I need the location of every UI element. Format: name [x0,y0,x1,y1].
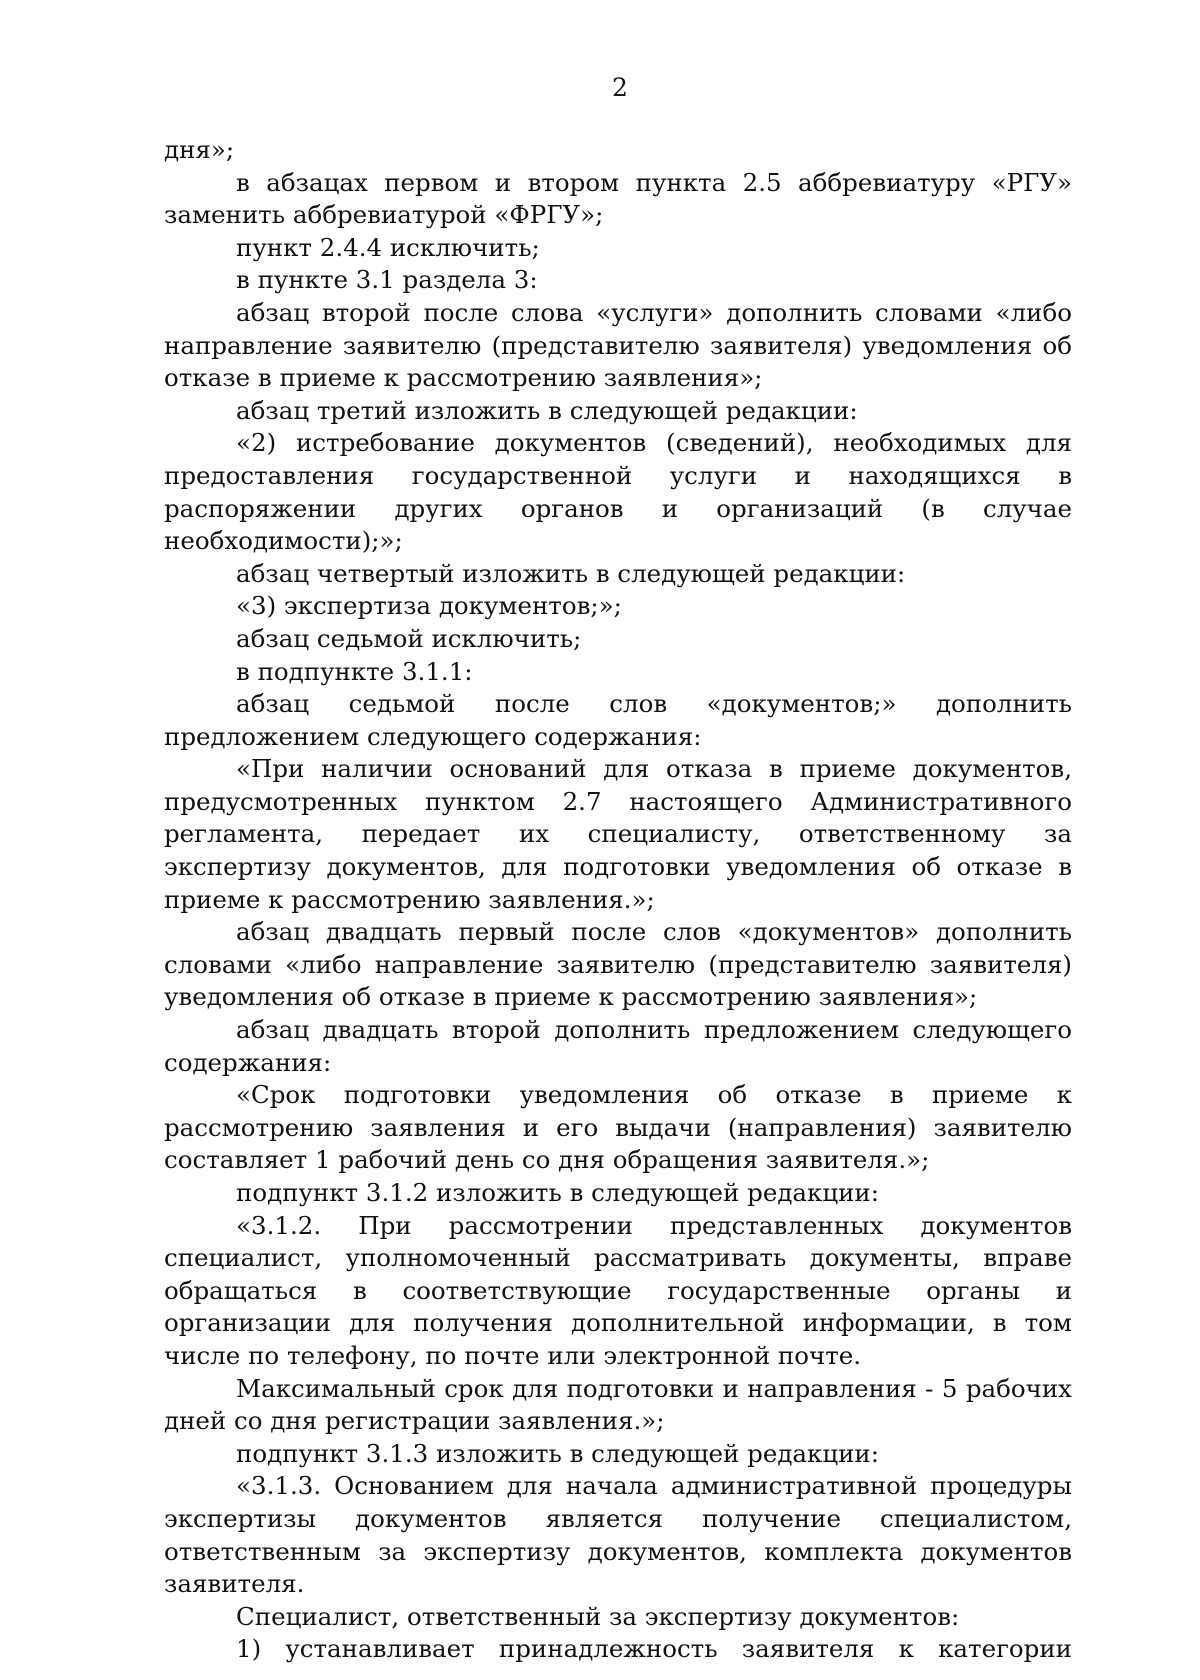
paragraph-11: в подпункте 3.1.1: [236,656,473,686]
document-body [164,134,1072,1666]
paragraph-1: дня»; [164,135,235,164]
paragraph-15: абзац двадцать второй дополнить предложением следующего содержания: [164,1015,1072,1077]
paragraph-18: «3.1.2. При рассмотрении представленных документов специалист, уполномоченный рассматривать документы, вправе обращаться в соответствующие государственные органы и организации для получения дополнительной информации, в том числе по телефону, по почте или электронной почте. [164,1210,1072,1370]
paragraph-2: в абзацах первом и втором пункта 2.5 аббревиатуру «РГУ» заменить аббревиатурой «ФРГУ»; [164,167,1072,230]
paragraph-10: абзац седьмой исключить; [236,623,582,653]
paragraph-5: абзац второй после слова «услуги» дополнить словами «либо направление заявителю (представителю заявителя) уведомления об отказе в приеме к рассмотрению заявления»; [164,297,1072,393]
paragraph-7: «2) истребование документов (сведений), необходимых для предоставления государственной услуги и находящихся в распоряжении других органов и организаций (в случае необходимости);»; [164,428,1072,556]
paragraph-19: Максимальный срок для подготовки и направления - 5 рабочих дней со дня регистрации заявления.»; [164,1373,1072,1436]
paragraph-6: абзац третий изложить в следующей редакции: [236,395,858,425]
paragraph-13: «При наличии оснований для отказа в приеме документов, предусмотренных пунктом 2.7 настоящего Административного регламента, передает их специалисту, ответственному за экспертизу документов, для подготовки уведомления об отказе в приеме к рассмотрению заявления.»; [164,754,1072,914]
paragraph-16: «Срок подготовки уведомления об отказе в приеме к рассмотрению заявления и его выдачи (направления) заявителю составляет 1 рабочий день со дня обращения заявителя.»; [164,1080,1072,1175]
paragraph-20: подпункт 3.1.3 изложить в следующей редакции: [236,1438,880,1468]
paragraph-3: пункт 2.4.4 исключить; [236,232,540,262]
paragraph-22: Специалист, ответственный за экспертизу документов: [236,1601,960,1631]
paragraph-14: абзац двадцать первый после слов «документов» дополнить словами «либо направление заявителю (представителю заявителя) уведомления об отказе в приеме к рассмотрению заявления»; [164,917,1072,1012]
paragraph-23: 1) устанавливает принадлежность заявителя к категории [236,1634,1072,1664]
paragraph-12: абзац седьмой после слов «документов;» дополнить предложением следующего содержания: [164,689,1072,751]
paragraph-21: «3.1.3. Основанием для начала административной процедуры экспертизы документов является получение специалистом, ответственным за экспертизу документов, комплекта документов заявителя. [164,1471,1072,1599]
paragraph-4: в пункте 3.1 раздела 3: [236,265,538,295]
page-number: 2 [612,73,628,102]
paragraph-17: подпункт 3.1.2 изложить в следующей редакции: [236,1178,880,1207]
paragraph-8: абзац четвертый изложить в следующей редакции: [236,558,906,588]
paragraph-9: «3) экспертиза документов;»; [236,591,622,621]
